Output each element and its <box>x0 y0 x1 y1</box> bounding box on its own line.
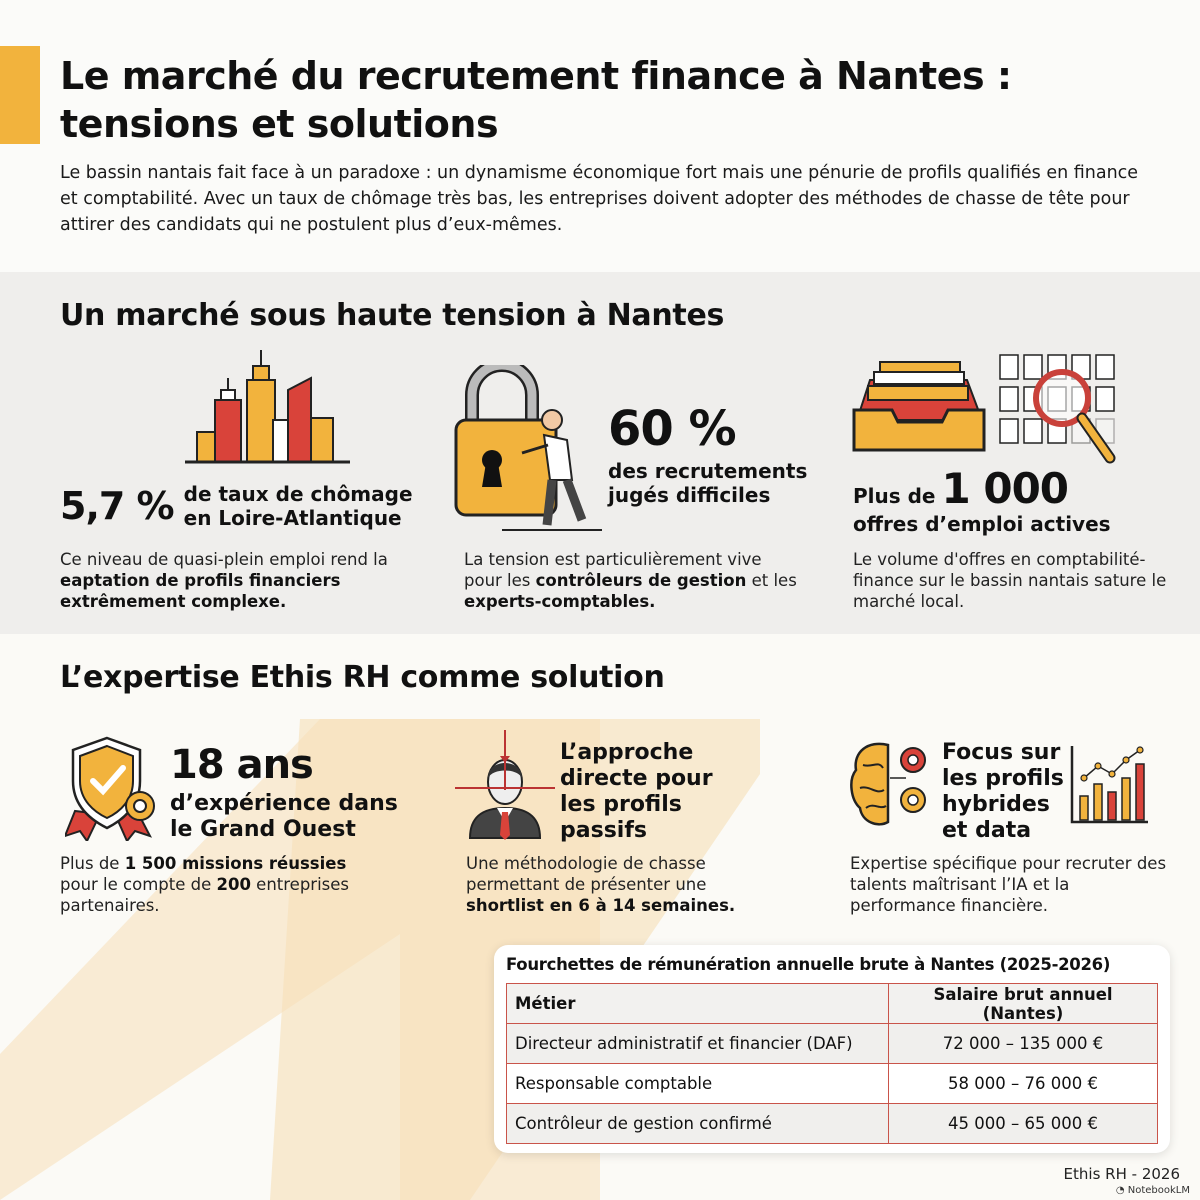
cell-job: Contrôleur de gestion confirmé <box>507 1104 889 1144</box>
notebooklm-icon: ◔ <box>1115 1185 1125 1196</box>
intro-text: Le bassin nantais fait face à un paradoxe : un dynamisme économique fort mais une pénurie de profils qualifiés en finance et comptabilité. Avec un taux de chômage très bas, les entreprises doivent adopter des méthodes de chasse de tête pour attirer des candidats qui ne postulent plus d’eux-mêmes. <box>60 163 1139 235</box>
target-person-icon <box>455 730 555 844</box>
cell-salary: 72 000 – 135 000 € <box>889 1024 1158 1064</box>
stat-difficult-hires <box>608 401 808 507</box>
feature-experience-heading <box>170 742 398 843</box>
header <box>0 0 1200 272</box>
feature-description: Une méthodologie de chasse permettant de présenter une shortlist en 6 à 14 semaines. <box>466 854 736 915</box>
city-buildings-icon <box>185 350 350 469</box>
section-market-title: Un marché sous haute tension à Nantes <box>60 298 725 333</box>
feature-big-value: 18 ans <box>170 742 313 788</box>
stat-label: des recrutements jugés difficiles <box>608 459 808 507</box>
padlock-person-icon <box>452 365 602 539</box>
feature-description: Plus de 1 500 missions réussies pour le compte de 200 entreprises partenaires. <box>60 854 350 915</box>
table-header-row <box>507 984 1158 1024</box>
stat-unemployment <box>60 482 413 530</box>
salary-table <box>506 983 1158 1144</box>
page-title <box>60 52 1160 148</box>
column-header-salary: Salaire brut annuel (Nantes) <box>889 984 1158 1024</box>
table-row <box>507 1064 1158 1104</box>
cell-job: Responsable comptable <box>507 1064 889 1104</box>
stat-prefix: Plus de <box>853 484 936 508</box>
feature-hybrid-profiles-heading: Focus sur les profils hybrides et data <box>942 740 1064 843</box>
table-row <box>507 1104 1158 1144</box>
feature-subheading: d’expérience dans le Grand Ouest <box>170 791 398 842</box>
salary-table-title: Fourchettes de rémunération annuelle brute à Nantes (2025-2026) <box>506 955 1111 974</box>
section-expertise-title: L’expertise Ethis RH comme solution <box>60 660 665 695</box>
feature-direct-approach-heading: L’approche directe pour les profils passifs <box>560 740 713 843</box>
notebooklm-watermark: ◔ NotebookLM <box>1115 1185 1190 1196</box>
footer-credit: Ethis RH - 2026 <box>1063 1165 1180 1183</box>
stat-label: de taux de chômage en Loire-Atlantique <box>183 482 413 530</box>
table-row <box>507 1024 1158 1064</box>
stat-description: La tension est particulièrement vive pour les contrôleurs de gestion et les experts-comptables. <box>464 550 797 611</box>
bar-chart-icon <box>1068 746 1150 830</box>
title-line-1: Le marché du recrutement finance à Nantes : <box>60 54 1012 98</box>
title-line-2: tensions et solutions <box>60 102 499 146</box>
salary-table-card <box>494 945 1170 1153</box>
stat-value: 1 000 <box>941 464 1069 513</box>
cell-job: Directeur administratif et financier (DAF) <box>507 1024 889 1064</box>
stat-description: Le volume d'offres en comptabilité-finance sur le bassin nantais sature le marché local. <box>853 550 1167 611</box>
shield-check-gear-icon <box>65 736 160 845</box>
file-drawer-magnifier-icon <box>852 350 1122 474</box>
cell-salary: 58 000 – 76 000 € <box>889 1064 1158 1104</box>
cell-salary: 45 000 – 65 000 € <box>889 1104 1158 1144</box>
stat-description: Ce niveau de quasi-plein emploi rend la eaptation de profils financiers extrêmement complexe. <box>60 550 388 611</box>
brain-gears-icon <box>848 740 933 834</box>
column-header-job: Métier <box>507 984 889 1024</box>
stat-label: offres d’emploi actives <box>853 512 1111 536</box>
stat-job-offers <box>853 464 1111 536</box>
stat-value: 60 % <box>608 401 736 457</box>
feature-description: Expertise spécifique pour recruter des talents maîtrisant l’IA et la performance financière. <box>850 854 1167 915</box>
accent-bar <box>0 46 40 144</box>
stat-value: 5,7 % <box>60 484 174 528</box>
